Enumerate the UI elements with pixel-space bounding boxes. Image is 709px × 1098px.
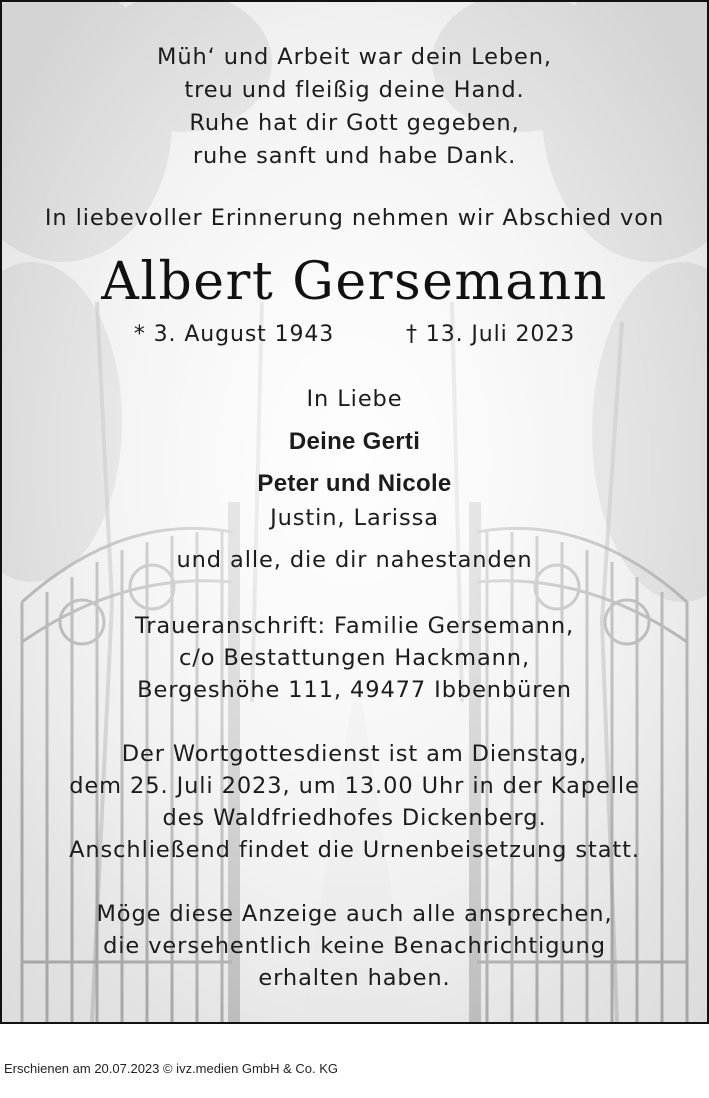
others-text: und alle, die dir nahestanden — [176, 547, 533, 573]
notice-line: erhalten haben. — [258, 965, 451, 991]
birth-date: * 3. August 1943 — [133, 322, 335, 347]
service-line: Anschließend findet die Urnenbeisetzung statt. — [69, 837, 640, 863]
grandchildren-names: Justin, Larissa — [270, 505, 439, 531]
intro-text: In liebevoller Erinnerung nehmen wir Abschied von — [44, 205, 665, 231]
poem-line: Müh‘ und Arbeit war dein Leben, — [157, 44, 552, 70]
address-line: Traueranschrift: Familie Gersemann, — [134, 613, 575, 639]
poem-line: treu und fleißig deine Hand. — [184, 77, 525, 103]
poem-line: Ruhe hat dir Gott gegeben, — [189, 110, 520, 136]
service-line: dem 25. Juli 2023, um 13.00 Uhr in der Kapelle — [69, 773, 640, 799]
in-love-text: In Liebe — [306, 386, 403, 412]
address-line: Bergeshöhe 111, 49477 Ibbenbüren — [137, 677, 572, 703]
service-line: des Waldfriedhofes Dickenberg. — [162, 805, 547, 831]
life-dates — [2, 322, 707, 347]
mourner-name: Deine Gerti — [288, 428, 421, 455]
deceased-name: Albert Gersemann — [101, 252, 608, 312]
publication-footer: Erschienen am 20.07.2023 © ivz.medien GmbH & Co. KG — [4, 1061, 339, 1076]
notice-line: Möge diese Anzeige auch alle ansprechen, — [96, 901, 613, 927]
notice-line: die versehentlich keine Benachrichtigung — [103, 933, 606, 959]
mourner-name: Peter und Nicole — [257, 470, 452, 497]
poem-line: ruhe sanft und habe Dank. — [192, 143, 517, 169]
address-line: c/o Bestattungen Hackmann, — [178, 645, 531, 671]
service-line: Der Wortgottesdienst ist am Dienstag, — [121, 741, 588, 767]
death-date: † 13. Juli 2023 — [406, 322, 576, 347]
